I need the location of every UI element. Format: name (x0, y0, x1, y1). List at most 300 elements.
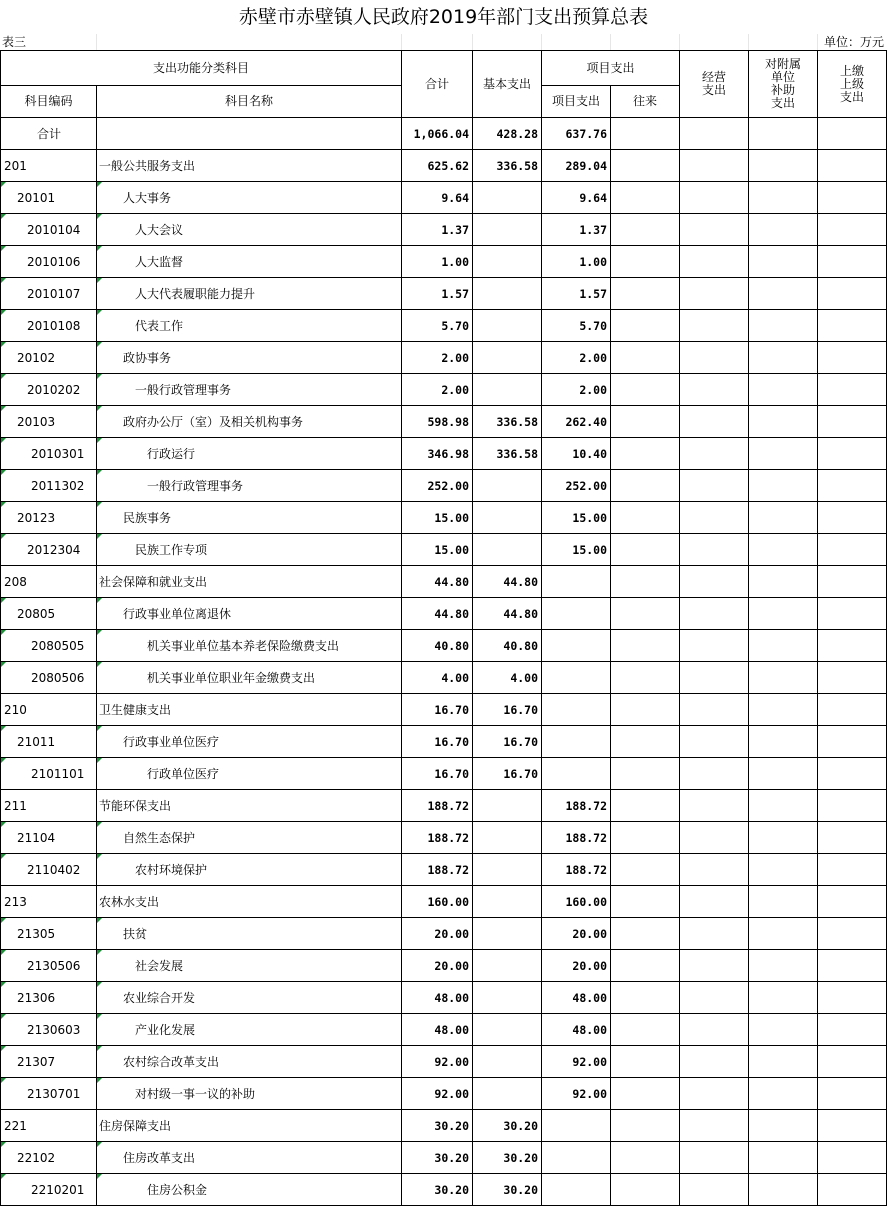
cell-transfer (611, 566, 680, 598)
cell-total: 1.57 (402, 278, 473, 310)
table-row (1, 1014, 887, 1046)
table-row (1, 630, 887, 662)
cell-subsidiary (749, 950, 818, 982)
cell-total: 160.00 (402, 886, 473, 918)
cell-name (97, 118, 402, 150)
cell-subsidiary (749, 790, 818, 822)
cell-transfer (611, 406, 680, 438)
cell-code: 21306 (1, 982, 97, 1014)
table-row (1, 246, 887, 278)
cell-marker-icon (1, 1046, 6, 1051)
cell-marker-icon (1, 246, 6, 251)
table-row (1, 150, 887, 182)
cell-subsidiary (749, 694, 818, 726)
cell-total: 30.20 (402, 1174, 473, 1206)
cell-basic (473, 918, 542, 950)
cell-marker-icon (97, 278, 102, 283)
cell-total: 5.70 (402, 310, 473, 342)
cell-marker-icon (97, 1174, 102, 1179)
cell-basic: 428.28 (473, 118, 542, 150)
cell-transfer (611, 278, 680, 310)
cell-total: 598.98 (402, 406, 473, 438)
cell-marker-icon (1, 982, 6, 987)
report-title: 赤壁市赤壁镇人民政府2019年部门支出预算总表 (238, 6, 649, 28)
cell-upper (818, 886, 887, 918)
cell-code: 20101 (1, 182, 97, 214)
table-row (1, 214, 887, 246)
cell-basic: 16.70 (473, 726, 542, 758)
cell-code: 2101101 (1, 758, 97, 790)
cell-operating (680, 1046, 749, 1078)
header-basic: 基本支出 (473, 51, 542, 118)
cell-project (542, 598, 611, 630)
cell-marker-icon (97, 246, 102, 251)
cell-transfer (611, 1142, 680, 1174)
table-row (1, 342, 887, 374)
cell-transfer (611, 502, 680, 534)
cell-name: 一般行政管理事务 (97, 470, 402, 502)
cell-basic (473, 502, 542, 534)
cell-code: 21104 (1, 822, 97, 854)
cell-marker-icon (97, 182, 102, 187)
table-row (1, 758, 887, 790)
cell-total: 30.20 (402, 1110, 473, 1142)
cell-marker-icon (1, 598, 6, 603)
table-row (1, 950, 887, 982)
cell-total: 40.80 (402, 630, 473, 662)
cell-code: 20102 (1, 342, 97, 374)
cell-marker-icon (1, 918, 6, 923)
cell-upper (818, 1174, 887, 1206)
cell-marker-icon (1, 1174, 6, 1179)
cell-basic (473, 790, 542, 822)
cell-upper (818, 726, 887, 758)
cell-subsidiary (749, 150, 818, 182)
cell-subsidiary (749, 1078, 818, 1110)
cell-subsidiary (749, 1174, 818, 1206)
cell-marker-icon (97, 854, 102, 859)
cell-project: 289.04 (542, 150, 611, 182)
cell-marker-icon (1, 470, 6, 475)
cell-transfer (611, 758, 680, 790)
cell-project: 188.72 (542, 854, 611, 886)
unit-label: 单位：万元 (823, 35, 884, 49)
cell-subsidiary (749, 662, 818, 694)
cell-total: 252.00 (402, 470, 473, 502)
cell-marker-icon (97, 438, 102, 443)
cell-marker-icon (1, 534, 6, 539)
cell-transfer (611, 214, 680, 246)
cell-total: 92.00 (402, 1046, 473, 1078)
cell-name: 行政单位医疗 (97, 758, 402, 790)
cell-operating (680, 534, 749, 566)
table-row (1, 534, 887, 566)
cell-code: 2130701 (1, 1078, 97, 1110)
cell-code: 201 (1, 150, 97, 182)
cell-total: 16.70 (402, 758, 473, 790)
cell-transfer (611, 470, 680, 502)
cell-upper (818, 598, 887, 630)
cell-upper (818, 982, 887, 1014)
cell-code: 2010106 (1, 246, 97, 278)
cell-basic (473, 534, 542, 566)
table-row (1, 310, 887, 342)
cell-transfer (611, 1174, 680, 1206)
header-operating: 经营 支出 (680, 51, 749, 118)
cell-name: 人大会议 (97, 214, 402, 246)
cell-code: 22102 (1, 1142, 97, 1174)
cell-upper (818, 630, 887, 662)
cell-basic: 44.80 (473, 598, 542, 630)
table-row (1, 1174, 887, 1206)
header-func-category: 支出功能分类科目 (1, 51, 402, 86)
cell-basic: 336.58 (473, 150, 542, 182)
cell-code: 21305 (1, 918, 97, 950)
cell-total: 20.00 (402, 918, 473, 950)
cell-code: 20805 (1, 598, 97, 630)
cell-project: 252.00 (542, 470, 611, 502)
cell-name: 住房改革支出 (97, 1142, 402, 1174)
cell-project: 637.76 (542, 118, 611, 150)
cell-subsidiary (749, 278, 818, 310)
cell-operating (680, 726, 749, 758)
table-label: 表三 (2, 35, 27, 49)
cell-name: 行政运行 (97, 438, 402, 470)
table-row (1, 598, 887, 630)
cell-name: 机关事业单位职业年金缴费支出 (97, 662, 402, 694)
cell-project: 1.00 (542, 246, 611, 278)
table-row (1, 918, 887, 950)
cell-upper (818, 406, 887, 438)
cell-subsidiary (749, 182, 818, 214)
table-row (1, 1142, 887, 1174)
cell-project: 1.37 (542, 214, 611, 246)
cell-subsidiary (749, 918, 818, 950)
cell-subsidiary (749, 598, 818, 630)
cell-marker-icon (97, 822, 102, 827)
cell-total: 16.70 (402, 726, 473, 758)
cell-upper (818, 854, 887, 886)
header-project-group: 项目支出 (542, 51, 680, 86)
cell-total: 2.00 (402, 342, 473, 374)
cell-total: 188.72 (402, 790, 473, 822)
cell-project: 92.00 (542, 1078, 611, 1110)
cell-marker-icon (97, 310, 102, 315)
cell-operating (680, 630, 749, 662)
cell-basic: 16.70 (473, 758, 542, 790)
cell-basic (473, 950, 542, 982)
table-row (1, 886, 887, 918)
cell-name: 农林水支出 (97, 886, 402, 918)
cell-marker-icon (1, 182, 6, 187)
table-row (1, 470, 887, 502)
cell-name: 一般公共服务支出 (97, 150, 402, 182)
cell-basic: 16.70 (473, 694, 542, 726)
cell-basic (473, 886, 542, 918)
cell-project: 160.00 (542, 886, 611, 918)
table-row (1, 1046, 887, 1078)
cell-transfer (611, 118, 680, 150)
cell-marker-icon (97, 374, 102, 379)
cell-transfer (611, 246, 680, 278)
cell-upper (818, 374, 887, 406)
cell-marker-icon (1, 342, 6, 347)
cell-name: 民族工作专项 (97, 534, 402, 566)
header-name: 科目名称 (97, 86, 402, 118)
cell-name: 机关事业单位基本养老保险缴费支出 (97, 630, 402, 662)
cell-upper (818, 246, 887, 278)
table-row (1, 406, 887, 438)
cell-operating (680, 1014, 749, 1046)
cell-subsidiary (749, 214, 818, 246)
cell-marker-icon (97, 1046, 102, 1051)
cell-operating (680, 150, 749, 182)
cell-operating (680, 502, 749, 534)
table-body (1, 118, 887, 1206)
header-total: 合计 (402, 51, 473, 118)
table-row (1, 662, 887, 694)
cell-marker-icon (97, 630, 102, 635)
cell-basic (473, 278, 542, 310)
cell-operating (680, 758, 749, 790)
cell-total: 9.64 (402, 182, 473, 214)
cell-operating (680, 246, 749, 278)
cell-code: 213 (1, 886, 97, 918)
cell-code: 2080506 (1, 662, 97, 694)
cell-subsidiary (749, 726, 818, 758)
cell-marker-icon (1, 662, 6, 667)
cell-marker-icon (97, 534, 102, 539)
cell-subsidiary (749, 374, 818, 406)
cell-basic (473, 374, 542, 406)
cell-operating (680, 566, 749, 598)
cell-transfer (611, 1046, 680, 1078)
cell-marker-icon (97, 1014, 102, 1019)
cell-upper (818, 1142, 887, 1174)
cell-code: 2012304 (1, 534, 97, 566)
cell-basic (473, 982, 542, 1014)
cell-project (542, 694, 611, 726)
budget-table (0, 50, 887, 1206)
cell-total: 188.72 (402, 822, 473, 854)
cell-operating (680, 694, 749, 726)
cell-total: 20.00 (402, 950, 473, 982)
cell-marker-icon (1, 310, 6, 315)
cell-transfer (611, 726, 680, 758)
cell-transfer (611, 374, 680, 406)
cell-marker-icon (97, 982, 102, 987)
cell-total: 625.62 (402, 150, 473, 182)
cell-project: 15.00 (542, 534, 611, 566)
cell-project: 1.57 (542, 278, 611, 310)
cell-total: 188.72 (402, 854, 473, 886)
cell-project (542, 1142, 611, 1174)
cell-subsidiary (749, 566, 818, 598)
cell-total: 1.00 (402, 246, 473, 278)
cell-name: 自然生态保护 (97, 822, 402, 854)
cell-operating (680, 374, 749, 406)
cell-operating (680, 1142, 749, 1174)
cell-project: 48.00 (542, 1014, 611, 1046)
cell-name: 对村级一事一议的补助 (97, 1078, 402, 1110)
cell-project: 9.64 (542, 182, 611, 214)
header-transfer: 往来 (611, 86, 680, 118)
cell-marker-icon (97, 758, 102, 763)
cell-upper (818, 278, 887, 310)
cell-total: 1,066.04 (402, 118, 473, 150)
cell-upper (818, 1014, 887, 1046)
cell-upper (818, 950, 887, 982)
cell-basic (473, 854, 542, 886)
cell-name: 住房公积金 (97, 1174, 402, 1206)
cell-subsidiary (749, 854, 818, 886)
cell-operating (680, 1078, 749, 1110)
cell-project: 92.00 (542, 1046, 611, 1078)
cell-operating (680, 950, 749, 982)
cell-basic (473, 822, 542, 854)
cell-code: 2130603 (1, 1014, 97, 1046)
cell-basic: 4.00 (473, 662, 542, 694)
cell-name: 产业化发展 (97, 1014, 402, 1046)
table-row (1, 822, 887, 854)
cell-project: 20.00 (542, 918, 611, 950)
cell-project: 10.40 (542, 438, 611, 470)
cell-upper (818, 790, 887, 822)
cell-upper (818, 502, 887, 534)
cell-basic: 30.20 (473, 1174, 542, 1206)
cell-subsidiary (749, 118, 818, 150)
cell-marker-icon (1, 950, 6, 955)
cell-subsidiary (749, 1110, 818, 1142)
cell-transfer (611, 950, 680, 982)
header-code: 科目编码 (1, 86, 97, 118)
table-row (1, 278, 887, 310)
cell-total: 44.80 (402, 598, 473, 630)
cell-code: 21011 (1, 726, 97, 758)
cell-upper (818, 342, 887, 374)
cell-operating (680, 1174, 749, 1206)
cell-project (542, 726, 611, 758)
table-row (1, 854, 887, 886)
cell-total: 92.00 (402, 1078, 473, 1110)
table-row (1, 438, 887, 470)
cell-marker-icon (1, 406, 6, 411)
cell-upper (818, 822, 887, 854)
cell-transfer (611, 150, 680, 182)
cell-upper (818, 662, 887, 694)
cell-total: 4.00 (402, 662, 473, 694)
cell-transfer (611, 630, 680, 662)
cell-project: 188.72 (542, 790, 611, 822)
cell-operating (680, 822, 749, 854)
cell-total: 1.37 (402, 214, 473, 246)
cell-marker-icon (1, 502, 6, 507)
cell-basic (473, 214, 542, 246)
cell-operating (680, 662, 749, 694)
cell-basic (473, 470, 542, 502)
cell-code: 211 (1, 790, 97, 822)
cell-code: 2010104 (1, 214, 97, 246)
cell-name: 人大事务 (97, 182, 402, 214)
cell-basic: 336.58 (473, 406, 542, 438)
cell-name: 民族事务 (97, 502, 402, 534)
cell-code: 20123 (1, 502, 97, 534)
table-row (1, 374, 887, 406)
cell-marker-icon (97, 342, 102, 347)
cell-transfer (611, 982, 680, 1014)
cell-subsidiary (749, 502, 818, 534)
cell-upper (818, 566, 887, 598)
cell-project: 5.70 (542, 310, 611, 342)
cell-marker-icon (97, 662, 102, 667)
cell-marker-icon (97, 1142, 102, 1147)
cell-name: 行政事业单位医疗 (97, 726, 402, 758)
cell-marker-icon (97, 726, 102, 731)
cell-marker-icon (1, 214, 6, 219)
cell-code: 2210201 (1, 1174, 97, 1206)
cell-operating (680, 438, 749, 470)
cell-name: 一般行政管理事务 (97, 374, 402, 406)
cell-transfer (611, 342, 680, 374)
cell-subsidiary (749, 630, 818, 662)
cell-project (542, 1110, 611, 1142)
cell-upper (818, 438, 887, 470)
cell-transfer (611, 918, 680, 950)
cell-project: 2.00 (542, 374, 611, 406)
cell-basic (473, 342, 542, 374)
cell-basic (473, 182, 542, 214)
cell-project (542, 662, 611, 694)
table-row (1, 982, 887, 1014)
table-row (1, 726, 887, 758)
cell-total: 2.00 (402, 374, 473, 406)
cell-name: 代表工作 (97, 310, 402, 342)
cell-transfer (611, 182, 680, 214)
cell-project: 48.00 (542, 982, 611, 1014)
cell-code: 210 (1, 694, 97, 726)
cell-name: 社会保障和就业支出 (97, 566, 402, 598)
cell-name: 扶贫 (97, 918, 402, 950)
cell-code: 合计 (1, 118, 97, 150)
cell-basic (473, 310, 542, 342)
cell-name: 社会发展 (97, 950, 402, 982)
table-row (1, 1110, 887, 1142)
cell-code: 21307 (1, 1046, 97, 1078)
cell-transfer (611, 1110, 680, 1142)
cell-name: 政协事务 (97, 342, 402, 374)
cell-upper (818, 1046, 887, 1078)
cell-project: 20.00 (542, 950, 611, 982)
cell-operating (680, 406, 749, 438)
cell-upper (818, 1078, 887, 1110)
cell-transfer (611, 1014, 680, 1046)
cell-project: 188.72 (542, 822, 611, 854)
cell-basic (473, 246, 542, 278)
cell-upper (818, 182, 887, 214)
cell-marker-icon (1, 1142, 6, 1147)
cell-transfer (611, 854, 680, 886)
cell-code: 2011302 (1, 470, 97, 502)
cell-project: 2.00 (542, 342, 611, 374)
cell-marker-icon (97, 918, 102, 923)
cell-marker-icon (97, 950, 102, 955)
cell-marker-icon (1, 758, 6, 763)
cell-operating (680, 310, 749, 342)
cell-transfer (611, 886, 680, 918)
header-subsidiary: 对附属 单位 补助 支出 (749, 51, 818, 118)
cell-upper (818, 694, 887, 726)
cell-name: 节能环保支出 (97, 790, 402, 822)
